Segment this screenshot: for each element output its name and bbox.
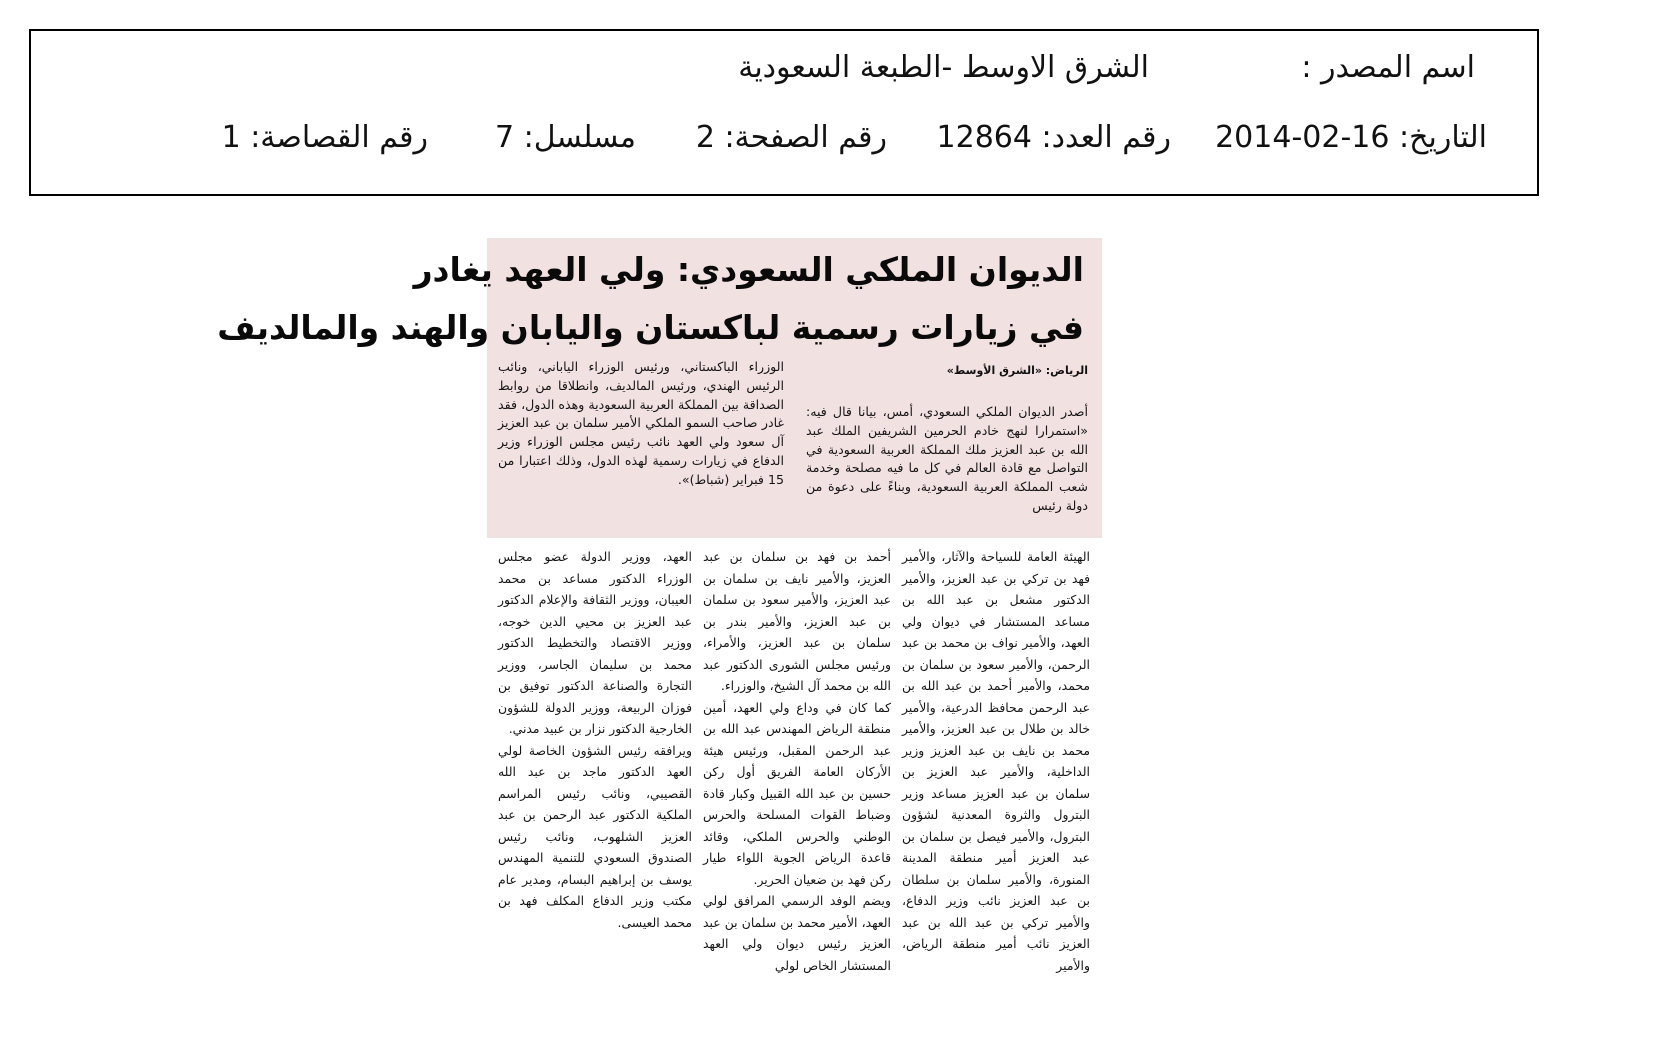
byline: الرياض: «الشرق الأوسط» xyxy=(946,364,1088,377)
newspaper-clipping xyxy=(217,238,1102,988)
lead-left-text: الوزراء الباكستاني، ورئيس الوزراء الياباني، ونائب الرئيس الهندي، ورئيس المالديف، وانطلاقا من روابط الصداقة بين المملكة العربية السعودية وهذه الدول، فقد غادر صاحب السمو الملكي الأمير سلمان بن عبد العزيز آل سعود ولي العهد نائب رئيس مجلس الوزراء وزير الدفاع في زيارات رسمية لهذه الدول، وذلك اعتبارا من 15 فبراير (شباط)». xyxy=(498,359,784,487)
lead-right-text: أصدر الديوان الملكي السعودي، أمس، بيانا قال فيه: «استمرارا لنهج خادم الحرمين الشريفين الملك عبد الله بن عبد العزيز ملك المملكة العربية السعودية في التواصل مع قادة العالم في كل ما فيه مصلحة وخدمة شعب المملكة العربية السعودية، وبناءً على دعوة من دولة رئيس xyxy=(806,404,1088,513)
body-column-middle xyxy=(703,546,891,976)
page-number-label: رقم الصفحة: 2 xyxy=(695,120,887,155)
headline-line-2: في زيارات رسمية لباكستان واليابان والهند والمالديف xyxy=(217,308,1084,347)
body-column-left xyxy=(498,546,692,933)
lead-paragraph-left xyxy=(498,358,784,490)
column-middle-text-3: ويضم الوفد الرسمي المرافق لولي العهد، الأمير محمد بن سلمان بن عبد العزيز رئيس ديوان ولي العهد المستشار الخاص لولي xyxy=(703,893,891,973)
source-value: الشرق الاوسط -الطبعة السعودية xyxy=(738,50,1149,85)
serial-label: مسلسل: 7 xyxy=(495,120,636,155)
column-left-text-2: ويرافقه رئيس الشؤون الخاصة لولي العهد الدكتور ماجد بن عبد الله القصيبي، ونائب رئيس المراسم الملكية الدكتور عبد الرحمن بن عبد العزيز الشلهوب، ونائب رئيس الصندوق السعودي للتنمية المهندس يوسف بن إبراهيم البسام، ومدير عام مكتب وزير الدفاع المكلف فهد بن محمد العيسى. xyxy=(498,742,692,930)
clip-number-label: رقم القصاصة: 1 xyxy=(221,120,428,155)
column-middle-text-2: كما كان في وداع ولي العهد، أمين منطقة الرياض المهندس عبد الله بن عبد الرحمن المقبل، ورئيس هيئة الأركان العامة الفريق أول ركن حسين بن عبد الله القبيل وكبار قادة وضباط القوات المسلحة والحرس الوطني والحرس الملكي، وقائد قاعدة الرياض الجوية اللواء طيار ركن فهد بن ضعيان الحرير. xyxy=(703,699,891,887)
issue-number-label: رقم العدد: 12864 xyxy=(936,120,1171,155)
column-right-text: الهيئة العامة للسياحة والآثار، والأمير فهد بن تركي بن عبد العزيز، والأمير الدكتور مشعل بن عبد الله بن مساعد المستشار في ديوان ولي العهد، والأمير نواف بن محمد بن عبد الرحمن، والأمير سعود بن سلمان بن محمد، والأمير أحمد بن عبد الله بن عبد الرحمن محافظ الدرعية، والأمير خالد بن طلال بن عبد العزيز، والأمير محمد بن نايف بن عبد العزيز وزير الداخلية، والأمير عبد العزيز بن سلمان بن عبد العزيز مساعد وزير البترول والثروة المعدنية لشؤون البترول، والأمير فيصل بن سلمان بن عبد العزيز أمير منطقة المدينة المنورة، والأمير سلمان بن سلطان بن عبد العزيز نائب وزير الدفاع، والأمير تركي بن عبد الله بن عبد العزيز نائب أمير منطقة الرياض، والأمير xyxy=(902,549,1090,973)
headline-line-1: الديوان الملكي السعودي: ولي العهد يغادر xyxy=(413,250,1084,289)
date-label: التاريخ: 16-02-2014 xyxy=(1215,120,1487,155)
source-label: اسم المصدر : xyxy=(1301,50,1475,85)
column-left-text-1: العهد، ووزير الدولة عضو مجلس الوزراء الدكتور مساعد بن محمد العيبان، ووزير الثقافة والإعلام الدكتور عبد العزيز بن محيي الدين خوجه، ووزير الاقتصاد والتخطيط الدكتور محمد بن سليمان الجاسر، ووزير التجارة والصناعة الدكتور توفيق بن فوزان الربيعة، ووزير الدولة للشؤون الخارجية الدكتور نزار بن عبيد مدني. xyxy=(498,549,692,736)
body-column-right xyxy=(902,546,1090,976)
column-middle-text-1: أحمد بن فهد بن سلمان بن عبد العزيز، والأمير نايف بن سلمان بن عبد العزيز، والأمير سعود بن سلمان بن عبد العزيز، والأمير بندر بن سلمان بن عبد العزيز، والأمراء، ورئيس مجلس الشورى الدكتور عبد الله بن محمد آل الشيخ، والوزراء. xyxy=(703,549,891,693)
lead-paragraph-right xyxy=(806,403,1088,516)
